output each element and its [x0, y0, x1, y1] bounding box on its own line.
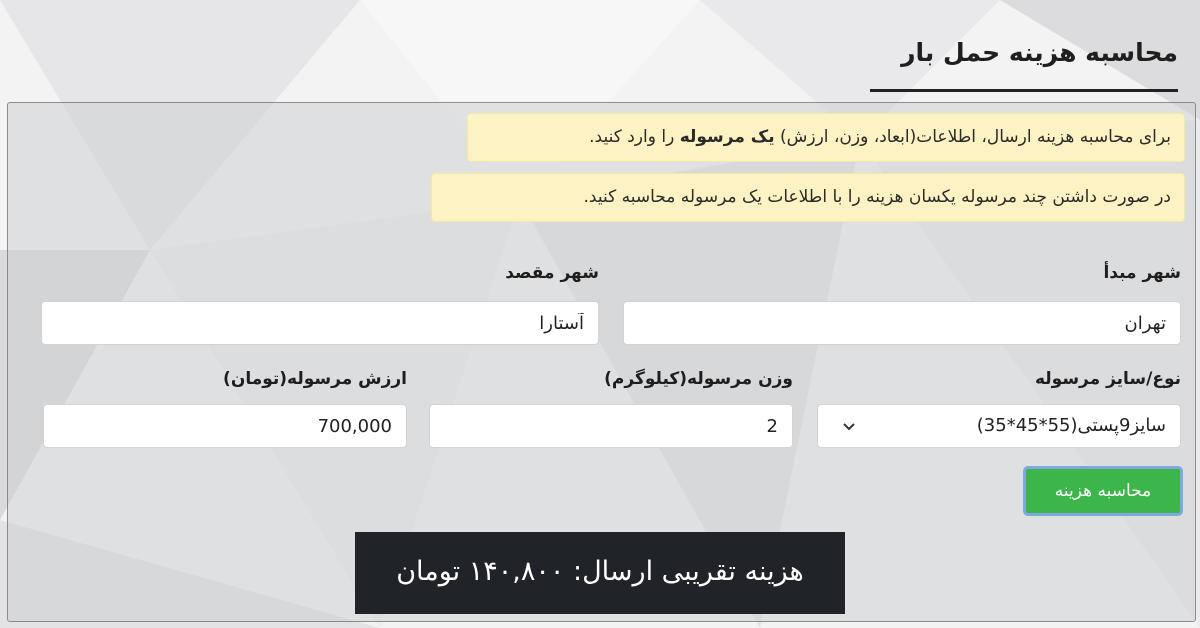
- title-underline: [870, 89, 1178, 92]
- page-title: محاسبه هزینه حمل بار: [901, 38, 1178, 67]
- origin-city-label: شهر مبدأ: [1103, 263, 1181, 283]
- origin-city-input[interactable]: [623, 301, 1181, 345]
- parcel-type-label: نوع/سایز مرسوله: [1034, 369, 1181, 389]
- parcel-type-selected: سایز9پستی(55*45*35): [976, 415, 1166, 436]
- alert-text-before: برای محاسبه هزینه ارسال، اطلاعات(ابعاد، وزن، ارزش): [774, 127, 1171, 147]
- destination-city-label: شهر مقصد: [505, 263, 599, 283]
- chevron-down-icon: [842, 419, 856, 433]
- info-alert-multiple-parcels: در صورت داشتن چند مرسوله یکسان هزینه را با اطلاعات یک مرسوله محاسبه کنید.: [431, 173, 1185, 222]
- estimated-cost-result: هزینه تقریبی ارسال: ۱۴۰,۸۰۰ تومان: [355, 532, 845, 614]
- alert-text-bold: یک مرسوله: [679, 127, 775, 147]
- parcel-value-input[interactable]: [43, 404, 407, 448]
- parcel-weight-input[interactable]: [429, 404, 793, 448]
- alert-text-after: را وارد کنید.: [589, 127, 680, 147]
- destination-city-input[interactable]: [41, 301, 599, 345]
- info-alert-single-parcel: [467, 113, 1185, 162]
- parcel-type-select[interactable]: [817, 404, 1181, 448]
- calculate-cost-button[interactable]: محاسبه هزینه: [1023, 466, 1183, 516]
- parcel-weight-label: وزن مرسوله(کیلوگرم): [604, 369, 793, 389]
- parcel-value-label: ارزش مرسوله(تومان): [223, 369, 407, 389]
- calculator-panel: [7, 102, 1196, 622]
